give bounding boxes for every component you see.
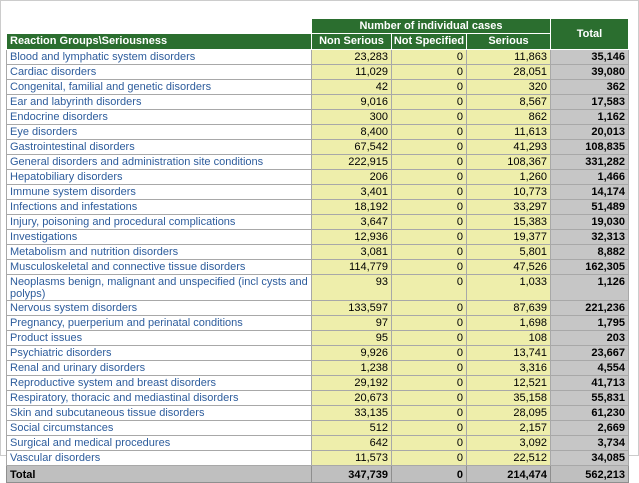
serious-cell: 28,051 [467,65,551,80]
table-row [7,155,629,170]
total-cell: 55,831 [551,391,629,406]
serious-cell: 8,567 [467,95,551,110]
serious-cell: 15,383 [467,215,551,230]
table-row [7,245,629,260]
not-specified-cell: 0 [392,421,467,436]
not-specified-cell: 0 [392,80,467,95]
serious-cell: 41,293 [467,140,551,155]
not-specified-cell: 0 [392,361,467,376]
total-cell: 32,313 [551,230,629,245]
total-row [7,466,629,483]
non-serious-cell: 18,192 [312,200,392,215]
serious-cell: 3,316 [467,361,551,376]
table-row [7,331,629,346]
non-serious-cell: 20,673 [312,391,392,406]
serious-cell: 12,521 [467,376,551,391]
non-serious-cell: 1,238 [312,361,392,376]
table-row [7,140,629,155]
table-row [7,95,629,110]
not-specified-cell: 0 [392,391,467,406]
non-serious-cell: 3,401 [312,185,392,200]
reaction-group-cell[interactable]: Neoplasms benign, malignant and unspecified (incl cysts and polyps) [7,275,312,301]
table-row [7,301,629,316]
non-serious-cell: 93 [312,275,392,301]
not-specified-cell: 0 [392,65,467,80]
non-serious-cell: 12,936 [312,230,392,245]
not-specified-cell: 0 [392,301,467,316]
reaction-group-cell[interactable]: Skin and subcutaneous tissue disorders [7,406,312,421]
row-group-header: Reaction Groups\Seriousness [7,34,312,50]
non-serious-cell: 11,573 [312,451,392,466]
reaction-group-cell[interactable]: Metabolism and nutrition disorders [7,245,312,260]
table-row [7,215,629,230]
total-cell: 19,030 [551,215,629,230]
non-serious-cell: 9,926 [312,346,392,361]
total-cell: 20,013 [551,125,629,140]
not-specified-cell: 0 [392,275,467,301]
serious-cell: 13,741 [467,346,551,361]
reaction-group-cell[interactable]: Injury, poisoning and procedural complications [7,215,312,230]
reaction-group-cell[interactable]: Pregnancy, puerperium and perinatal conditions [7,316,312,331]
serious-cell: 862 [467,110,551,125]
total-cell: 1,466 [551,170,629,185]
table-row [7,170,629,185]
table-body [7,50,629,466]
header-row-group [7,19,629,34]
non-serious-cell: 95 [312,331,392,346]
not-specified-cell: 0 [392,125,467,140]
non-serious-cell: 33,135 [312,406,392,421]
total-cell: 3,734 [551,436,629,451]
table-row [7,80,629,95]
non-serious-cell: 29,192 [312,376,392,391]
table-row [7,346,629,361]
non-serious-cell: 206 [312,170,392,185]
header-row-columns [7,34,629,50]
non-serious-cell: 222,915 [312,155,392,170]
total-cell: 41,713 [551,376,629,391]
serious-cell: 2,157 [467,421,551,436]
non-serious-cell: 114,779 [312,260,392,275]
not-specified-cell: 0 [392,155,467,170]
table-row [7,451,629,466]
reaction-group-cell[interactable]: Ear and labyrinth disorders [7,95,312,110]
serious-cell: 11,863 [467,50,551,65]
serious-cell: 1,260 [467,170,551,185]
total-cell: 23,667 [551,346,629,361]
table-row [7,65,629,80]
not-specified-cell: 0 [392,95,467,110]
serious-cell: 11,613 [467,125,551,140]
non-serious-cell: 512 [312,421,392,436]
total-non-serious-cell: 347,739 [312,466,392,483]
total-cell: 51,489 [551,200,629,215]
non-serious-cell: 23,283 [312,50,392,65]
table-row [7,260,629,275]
not-specified-cell: 0 [392,50,467,65]
serious-cell: 108,367 [467,155,551,170]
total-cell: 34,085 [551,451,629,466]
corner-spacer [7,19,312,34]
total-cell: 362 [551,80,629,95]
total-cell: 108,835 [551,140,629,155]
serious-cell: 47,526 [467,260,551,275]
col-header-serious: Serious [467,34,551,50]
reaction-group-cell[interactable]: Musculoskeletal and connective tissue disorders [7,260,312,275]
table-row [7,406,629,421]
not-specified-cell: 0 [392,140,467,155]
not-specified-cell: 0 [392,200,467,215]
total-cell: 4,554 [551,361,629,376]
reaction-group-cell[interactable]: Surgical and medical procedures [7,436,312,451]
total-cell: 1,162 [551,110,629,125]
non-serious-cell: 133,597 [312,301,392,316]
serious-cell: 3,092 [467,436,551,451]
not-specified-cell: 0 [392,215,467,230]
reaction-group-cell[interactable]: Investigations [7,230,312,245]
serious-cell: 35,158 [467,391,551,406]
table-row [7,421,629,436]
not-specified-cell: 0 [392,170,467,185]
total-cell: 162,305 [551,260,629,275]
reaction-group-cell[interactable]: Eye disorders [7,125,312,140]
not-specified-cell: 0 [392,346,467,361]
table-row [7,230,629,245]
serious-cell: 28,095 [467,406,551,421]
serious-cell: 33,297 [467,200,551,215]
total-grand-cell: 562,213 [551,466,629,483]
non-serious-cell: 3,647 [312,215,392,230]
not-specified-cell: 0 [392,331,467,346]
table-row [7,391,629,406]
non-serious-cell: 300 [312,110,392,125]
not-specified-cell: 0 [392,316,467,331]
reaction-group-cell[interactable]: Blood and lymphatic system disorders [7,50,312,65]
table-row [7,110,629,125]
table-row [7,185,629,200]
total-cell: 14,174 [551,185,629,200]
serious-cell: 19,377 [467,230,551,245]
reaction-group-cell[interactable]: Congenital, familial and genetic disorders [7,80,312,95]
total-not-specified-cell: 0 [392,466,467,483]
reaction-group-cell[interactable]: Respiratory, thoracic and mediastinal disorders [7,391,312,406]
reaction-group-cell[interactable]: Psychiatric disorders [7,346,312,361]
reaction-group-cell[interactable]: Gastrointestinal disorders [7,140,312,155]
serious-cell: 320 [467,80,551,95]
total-cell: 17,583 [551,95,629,110]
table-row [7,275,629,301]
reaction-group-cell[interactable]: General disorders and administration site conditions [7,155,312,170]
not-specified-cell: 0 [392,376,467,391]
table-row [7,125,629,140]
reaction-group-cell[interactable]: Renal and urinary disorders [7,361,312,376]
reaction-group-cell[interactable]: Social circumstances [7,421,312,436]
not-specified-cell: 0 [392,260,467,275]
total-cell: 221,236 [551,301,629,316]
reaction-group-cell[interactable]: Nervous system disorders [7,301,312,316]
table-row [7,200,629,215]
reaction-group-cell[interactable]: Vascular disorders [7,451,312,466]
total-serious-cell: 214,474 [467,466,551,483]
non-serious-cell: 11,029 [312,65,392,80]
not-specified-cell: 0 [392,436,467,451]
not-specified-cell: 0 [392,230,467,245]
not-specified-cell: 0 [392,451,467,466]
serious-cell: 22,512 [467,451,551,466]
table-row [7,361,629,376]
reaction-group-cell[interactable]: Cardiac disorders [7,65,312,80]
total-cell: 331,282 [551,155,629,170]
total-cell: 2,669 [551,421,629,436]
non-serious-cell: 3,081 [312,245,392,260]
serious-cell: 1,033 [467,275,551,301]
total-cell: 39,080 [551,65,629,80]
total-row-label: Total [7,466,312,483]
non-serious-cell: 67,542 [312,140,392,155]
non-serious-cell: 8,400 [312,125,392,140]
reaction-group-cell[interactable]: Product issues [7,331,312,346]
col-header-not-specified: Not Specified [392,34,467,50]
col-header-non-serious: Non Serious [312,34,392,50]
table-row [7,316,629,331]
total-cell: 1,126 [551,275,629,301]
serious-cell: 108 [467,331,551,346]
total-column-header: Total [551,19,629,50]
reaction-group-cell[interactable]: Infections and infestations [7,200,312,215]
serious-cell: 5,801 [467,245,551,260]
reaction-group-cell[interactable]: Immune system disorders [7,185,312,200]
not-specified-cell: 0 [392,406,467,421]
non-serious-cell: 42 [312,80,392,95]
serious-cell: 10,773 [467,185,551,200]
total-cell: 8,882 [551,245,629,260]
not-specified-cell: 0 [392,110,467,125]
total-cell: 61,230 [551,406,629,421]
non-serious-cell: 642 [312,436,392,451]
non-serious-cell: 97 [312,316,392,331]
reaction-group-cell[interactable]: Reproductive system and breast disorders [7,376,312,391]
serious-cell: 1,698 [467,316,551,331]
reaction-group-cell[interactable]: Endocrine disorders [7,110,312,125]
reaction-group-cell[interactable]: Hepatobiliary disorders [7,170,312,185]
group-header: Number of individual cases [312,19,551,34]
non-serious-cell: 9,016 [312,95,392,110]
serious-cell: 87,639 [467,301,551,316]
table-row [7,50,629,65]
not-specified-cell: 0 [392,185,467,200]
total-cell: 203 [551,331,629,346]
total-cell: 1,795 [551,316,629,331]
not-specified-cell: 0 [392,245,467,260]
table-row [7,376,629,391]
reaction-groups-table [6,18,629,483]
table-row [7,436,629,451]
total-cell: 35,146 [551,50,629,65]
